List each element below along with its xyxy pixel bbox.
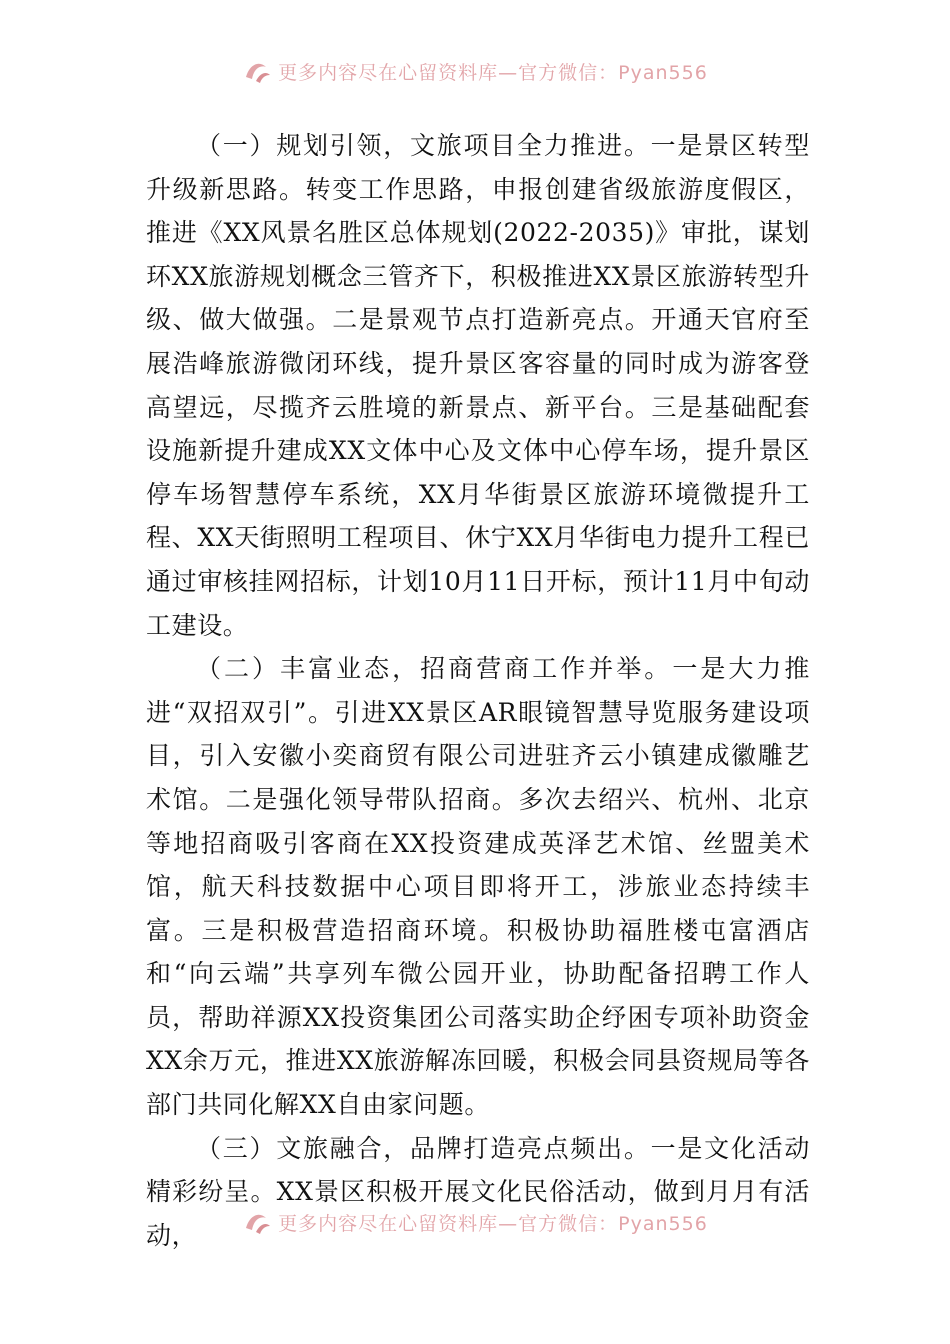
watermark-footer xyxy=(0,1207,950,1237)
watermark-text: 更多内容尽在心留资料库—官方微信：Pyan556 xyxy=(278,61,708,84)
watermark-text: 更多内容尽在心留资料库—官方微信：Pyan556 xyxy=(278,1212,708,1235)
document-body xyxy=(146,124,810,1257)
watermark-logo-icon xyxy=(242,1208,272,1236)
paragraph-2: （二）丰富业态，招商营商工作并举。一是大力推进“双招双引”。引进XX景区AR眼镜智慧导览服务建设项目，引入安徽小奕商贸有限公司进驻齐云小镇建成徽雕艺术馆。二是强化领导带队招商。多次去绍兴、杭州、北京等地招商吸引客商在XX投资建成英泽艺术馆、丝盟美术馆，航天科技数据中心项目即将开工，涉旅业态持续丰富。三是积极营造招商环境。积极协助福胜楼屯富酒店和“向云端”共享列车微公园开业，协助配备招聘工作人员，帮助祥源XX投资集团公司落实助企纾困专项补助资金XX余万元，推进XX旅游解冻回暖，积极会同县资规局等各部门共同化解XX自由家问题。 xyxy=(146,654,810,1120)
watermark-logo-icon xyxy=(242,57,272,85)
paragraph-1: （一）规划引领，文旅项目全力推进。一是景区转型升级新思路。转变工作思路，申报创建省级旅游度假区，推进《XX风景名胜区总体规划(2022-2035)》审批，谋划环XX旅游规划概念三管齐下，积极推进XX景区旅游转型升级、做大做强。二是景观节点打造新亮点。开通天官府至展浩峰旅游微闭环线，提升景区客容量的同时成为游客登高望远，尽揽齐云胜境的新景点、新平台。三是基础配套设施新提升建成XX文体中心及文体中心停车场，提升景区停车场智慧停车系统，XX月华街景区旅游环境微提升工程、XX天街照明工程项目、休宁XX月华街电力提升工程已通过审核挂网招标，计划10月11日开标，预计11月中旬动工建设。 xyxy=(146,131,810,640)
paragraph-3: （三）文旅融合，品牌打造亮点频出。一是文化活动精彩纷呈。XX景区积极开展文化民俗活动，做到月月有活动， xyxy=(146,1133,810,1250)
watermark-header xyxy=(0,56,950,86)
